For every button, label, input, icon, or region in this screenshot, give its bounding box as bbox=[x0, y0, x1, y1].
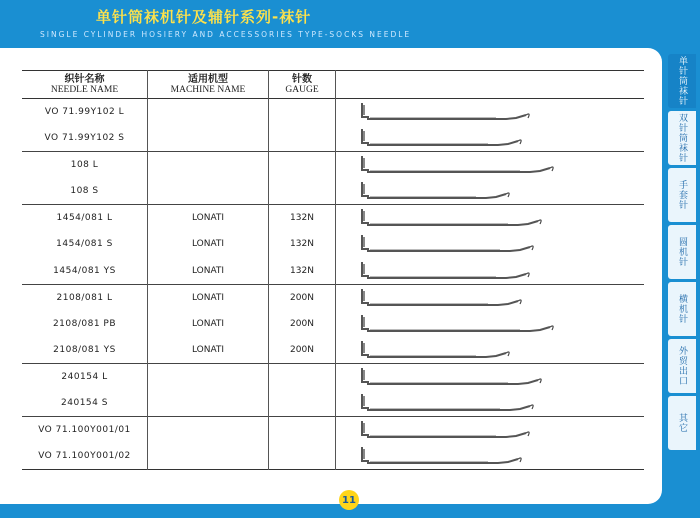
table-row bbox=[22, 311, 644, 338]
machine-name-cell: LONATI bbox=[148, 258, 269, 285]
table-row bbox=[22, 284, 644, 311]
header-gauge-cn: 针数 bbox=[292, 74, 312, 85]
needle-name-cell: 1454/081 S bbox=[22, 231, 148, 258]
header-machine-name-cn: 适用机型 bbox=[188, 74, 228, 85]
gauge-cell bbox=[269, 364, 336, 391]
needle-image-cell bbox=[336, 417, 645, 444]
needle-table bbox=[22, 70, 644, 470]
sidebar-tab[interactable]: 其它 bbox=[668, 396, 696, 450]
gauge-cell: 132N bbox=[269, 231, 336, 258]
sidebar-tab[interactable]: 单针筒袜针 bbox=[668, 54, 696, 108]
header-machine-name-en: MACHINE NAME bbox=[170, 85, 246, 95]
table-row bbox=[22, 417, 644, 444]
needle-name-cell: 1454/081 L bbox=[22, 205, 148, 232]
needle-icon bbox=[336, 258, 636, 284]
needle-image-cell bbox=[336, 178, 645, 205]
machine-name-cell bbox=[148, 417, 269, 444]
table-header-row bbox=[22, 71, 644, 99]
needle-icon bbox=[336, 443, 636, 469]
needle-icon bbox=[336, 285, 636, 311]
needle-name-cell: 1454/081 YS bbox=[22, 258, 148, 285]
needle-image-cell bbox=[336, 99, 645, 126]
gauge-cell bbox=[269, 390, 336, 417]
machine-name-cell: LONATI bbox=[148, 311, 269, 338]
needle-name-cell: VO 71.99Y102 S bbox=[22, 125, 148, 152]
needle-icon bbox=[336, 311, 636, 337]
gauge-cell: 200N bbox=[269, 311, 336, 338]
needle-image-cell bbox=[336, 125, 645, 152]
table-row bbox=[22, 152, 644, 179]
table-row bbox=[22, 390, 644, 417]
needle-image-cell bbox=[336, 390, 645, 417]
table-row bbox=[22, 258, 644, 285]
table-row bbox=[22, 125, 644, 152]
header-needle-image bbox=[336, 71, 645, 99]
table-row bbox=[22, 178, 644, 205]
table-row bbox=[22, 99, 644, 126]
table-row bbox=[22, 443, 644, 470]
machine-name-cell bbox=[148, 152, 269, 179]
needle-name-cell: 108 S bbox=[22, 178, 148, 205]
machine-name-cell bbox=[148, 125, 269, 152]
needle-name-cell: 240154 L bbox=[22, 364, 148, 391]
machine-name-cell bbox=[148, 390, 269, 417]
sidebar-tabs bbox=[668, 54, 696, 453]
sidebar-tab[interactable]: 手套针 bbox=[668, 168, 696, 222]
page-subtitle: SINGLE CYLINDER HOSIERY AND ACCESSORIES TYPE-SOCKS NEEDLE bbox=[40, 30, 412, 39]
gauge-cell bbox=[269, 417, 336, 444]
needle-icon bbox=[336, 99, 636, 125]
needle-icon bbox=[336, 125, 636, 151]
machine-name-cell: LONATI bbox=[148, 231, 269, 258]
needle-icon bbox=[336, 231, 636, 257]
machine-name-cell: LONATI bbox=[148, 205, 269, 232]
needle-icon bbox=[336, 205, 636, 231]
sidebar-tab[interactable]: 横机针 bbox=[668, 282, 696, 336]
needle-name-cell: VO 71.100Y001/01 bbox=[22, 417, 148, 444]
needle-icon bbox=[336, 364, 636, 390]
header-gauge-en: GAUGE bbox=[285, 85, 319, 95]
needle-icon bbox=[336, 337, 636, 363]
machine-name-cell bbox=[148, 178, 269, 205]
needle-name-cell: 240154 S bbox=[22, 390, 148, 417]
table-row bbox=[22, 205, 644, 232]
sidebar-tab[interactable]: 双针筒袜针 bbox=[668, 111, 696, 165]
needle-icon bbox=[336, 417, 636, 443]
header-needle-name bbox=[22, 71, 148, 99]
machine-name-cell: LONATI bbox=[148, 337, 269, 364]
header-needle-name-cn: 织针名称 bbox=[64, 74, 105, 85]
machine-name-cell: LONATI bbox=[148, 284, 269, 311]
page-title: 单针筒袜机针及辅针系列-袜针 bbox=[96, 8, 312, 26]
sidebar-tab[interactable]: 圆机针 bbox=[668, 225, 696, 279]
header-needle-name-en: NEEDLE NAME bbox=[50, 85, 119, 95]
needle-image-cell bbox=[336, 443, 645, 470]
needle-image-cell bbox=[336, 231, 645, 258]
gauge-cell bbox=[269, 125, 336, 152]
needle-icon bbox=[336, 390, 636, 416]
needle-name-cell: VO 71.99Y102 L bbox=[22, 99, 148, 126]
machine-name-cell bbox=[148, 443, 269, 470]
needle-name-cell: 2108/081 L bbox=[22, 284, 148, 311]
gauge-cell: 132N bbox=[269, 258, 336, 285]
gauge-cell bbox=[269, 152, 336, 179]
machine-name-cell bbox=[148, 99, 269, 126]
needle-name-cell: 108 L bbox=[22, 152, 148, 179]
needle-name-cell: 2108/081 PB bbox=[22, 311, 148, 338]
needle-image-cell bbox=[336, 258, 645, 285]
needle-name-cell: VO 71.100Y001/02 bbox=[22, 443, 148, 470]
needle-image-cell bbox=[336, 337, 645, 364]
gauge-cell bbox=[269, 443, 336, 470]
gauge-cell: 200N bbox=[269, 284, 336, 311]
table-row bbox=[22, 337, 644, 364]
gauge-cell: 132N bbox=[269, 205, 336, 232]
needle-image-cell bbox=[336, 311, 645, 338]
page-number-badge: 11 bbox=[339, 490, 359, 510]
sidebar-tab[interactable]: 外贸出口 bbox=[668, 339, 696, 393]
needle-image-cell bbox=[336, 152, 645, 179]
gauge-cell bbox=[269, 178, 336, 205]
gauge-cell: 200N bbox=[269, 337, 336, 364]
table-row bbox=[22, 231, 644, 258]
needle-icon bbox=[336, 152, 636, 178]
machine-name-cell bbox=[148, 364, 269, 391]
needle-image-cell bbox=[336, 205, 645, 232]
table-row bbox=[22, 364, 644, 391]
header-machine-name bbox=[148, 71, 269, 99]
gauge-cell bbox=[269, 99, 336, 126]
needle-name-cell: 2108/081 YS bbox=[22, 337, 148, 364]
needle-image-cell bbox=[336, 364, 645, 391]
needle-icon bbox=[336, 178, 636, 204]
header-gauge bbox=[269, 71, 336, 99]
needle-image-cell bbox=[336, 284, 645, 311]
